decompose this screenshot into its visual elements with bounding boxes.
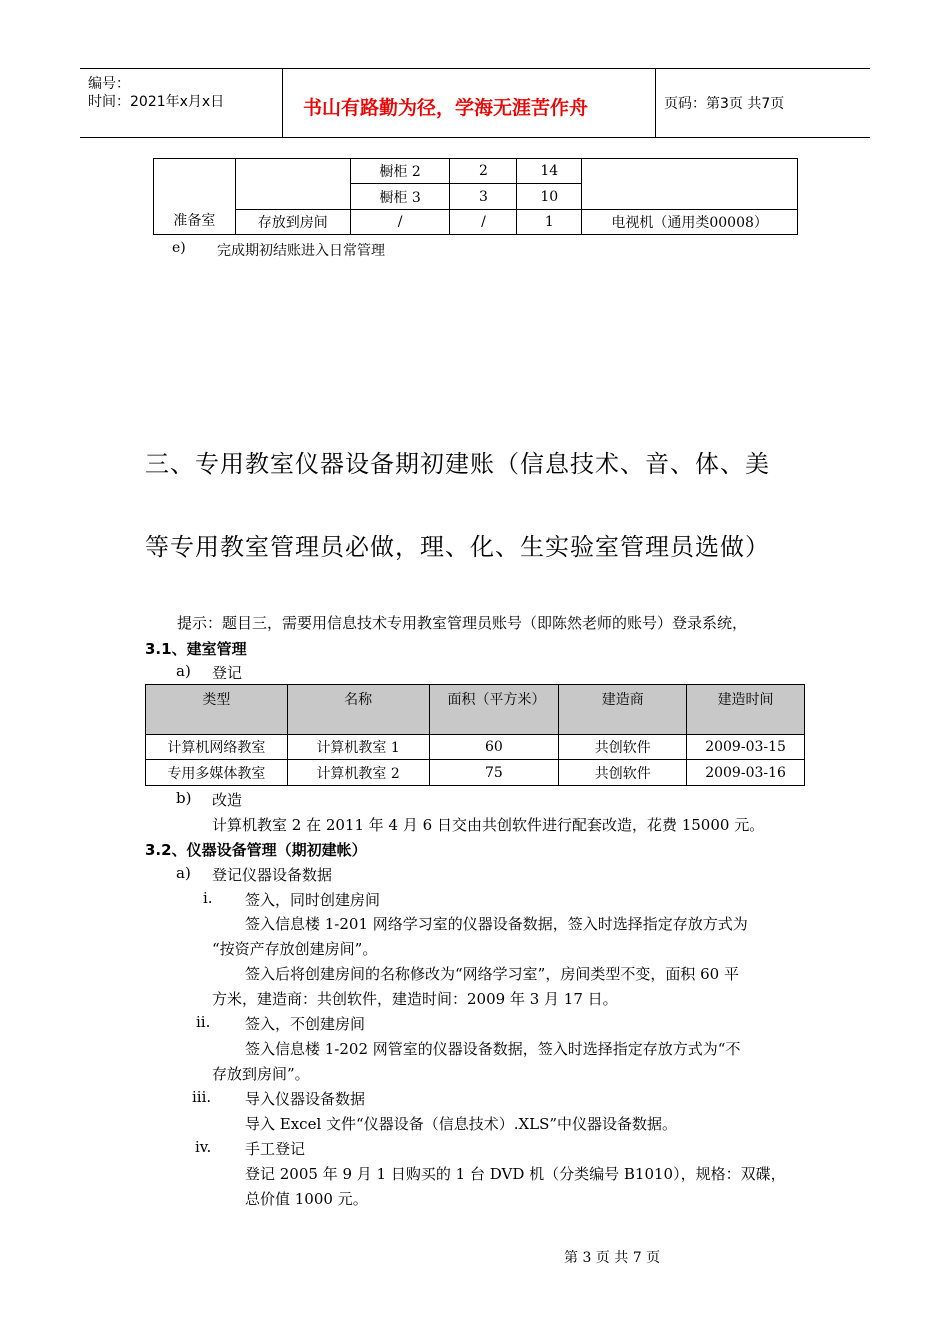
- table-cell: 共创软件: [559, 735, 687, 760]
- table-cell: /: [350, 210, 450, 235]
- item-i-line: 方米，建造商：共创软件，建造时间：2009 年 3 月 17 日。: [212, 990, 618, 1008]
- room-cell: 准备室: [154, 159, 236, 235]
- item-iii-line: 导入 Excel 文件“仪器设备（信息技术）.XLS”中仪器设备数据。: [245, 1115, 678, 1133]
- table-header: 建造商: [559, 685, 687, 735]
- table-header: 类型: [146, 685, 288, 735]
- page-footer: 第 3 页 共 7 页: [564, 1250, 661, 1266]
- s32-title: 3.2、仪器设备管理（期初建帐）: [145, 841, 367, 859]
- s32-a-marker: a): [176, 864, 191, 882]
- item-iv-title: 手工登记: [245, 1140, 306, 1158]
- room-table: [145, 684, 805, 786]
- item-i-title: 签入，同时创建房间: [245, 891, 381, 909]
- item-e-marker: e): [172, 240, 186, 256]
- item-i-line: “按资产存放创建房间”。: [212, 940, 378, 958]
- table-row: [146, 735, 805, 760]
- table-header: 名称: [287, 685, 429, 735]
- table-cell: 橱柜 3: [350, 184, 450, 210]
- time-label: 时间：2021年x月x日: [88, 94, 225, 110]
- s31-title: 3.1、建室管理: [145, 640, 247, 658]
- table-header: 建造时间: [687, 685, 805, 735]
- item-ii-line: 存放到房间”。: [212, 1065, 310, 1083]
- table-cell: /: [450, 210, 517, 235]
- table-header: 面积（平方米）: [429, 685, 559, 735]
- table-cell: 共创软件: [559, 760, 687, 786]
- item-iv-line: 登记 2005 年 9 月 1 日购买的 1 台 DVD 机（分类编号 B1010），规格：双碟，: [245, 1165, 786, 1183]
- table-cell: 75: [429, 760, 559, 786]
- motto: 书山有路勤为径，学海无涯苦作舟: [303, 97, 589, 119]
- table-cell: 橱柜 2: [350, 159, 450, 184]
- item-iv-line: 总价值 1000 元。: [245, 1190, 368, 1208]
- table-cell: 电视机（通用类00008）: [582, 210, 798, 235]
- s31-b-marker: b): [176, 789, 192, 807]
- page-header: [80, 68, 870, 138]
- table-cell: 1: [517, 210, 582, 235]
- page-info: 页码：第3页 共7页: [664, 96, 785, 112]
- table-cell: 10: [517, 184, 582, 210]
- item-i-line: 签入后将创建房间的名称修改为“网络学习室”，房间类型不变，面积 60 平: [245, 965, 739, 983]
- s31-a-text: 登记: [212, 664, 243, 682]
- item-iii-marker: iii.: [192, 1088, 212, 1106]
- item-e-text: 完成期初结账进入日常管理: [217, 243, 385, 259]
- s31-b-detail: 计算机教室 2 在 2011 年 4 月 6 日交由共创软件进行配套改造，花费 15000 元。: [212, 816, 765, 834]
- table-cell: 2: [450, 159, 517, 184]
- table-cell: [582, 159, 798, 210]
- table-cell: 60: [429, 735, 559, 760]
- table-row: [146, 760, 805, 786]
- item-ii-title: 签入，不创建房间: [245, 1015, 366, 1033]
- item-ii-line: 签入信息楼 1-202 网管室的仪器设备数据，签入时选择指定存放方式为“不: [245, 1040, 741, 1058]
- item-i-line: 签入信息楼 1-201 网络学习室的仪器设备数据，签入时选择指定存放方式为: [245, 915, 748, 933]
- s31-b-text: 改造: [212, 791, 243, 809]
- item-iii-title: 导入仪器设备数据: [245, 1090, 366, 1108]
- table-cell: 计算机教室 1: [287, 735, 429, 760]
- s31-a-marker: a): [176, 662, 191, 680]
- hint-text: 提示：题目三，需要用信息技术专用教室管理员账号（即陈然老师的账号）登录系统，: [177, 614, 748, 632]
- table-cell: 存放到房间: [235, 210, 350, 235]
- number-label: 编号：: [88, 76, 130, 92]
- table-cell: 3: [450, 184, 517, 210]
- table-cell: 计算机网络教室: [146, 735, 288, 760]
- item-ii-marker: ii.: [196, 1013, 211, 1031]
- header-page-cell: [656, 69, 870, 137]
- table-cell: 计算机教室 2: [287, 760, 429, 786]
- section-title-line1: 三、专用教室仪器设备期初建账（信息技术、音、体、美: [145, 450, 770, 478]
- header-motto-cell: [283, 69, 656, 137]
- s32-a-text: 登记仪器设备数据: [212, 866, 333, 884]
- table-cell: 专用多媒体教室: [146, 760, 288, 786]
- storage-table: [153, 158, 798, 235]
- section-title-line2: 等专用教室管理员必做，理、化、生实验室管理员选做）: [145, 533, 770, 561]
- item-i-marker: i.: [203, 889, 213, 907]
- table-cell: [235, 159, 350, 210]
- item-iv-marker: iv.: [195, 1138, 212, 1156]
- table-cell: 2009-03-16: [687, 760, 805, 786]
- table-cell: 14: [517, 159, 582, 184]
- table-cell: 2009-03-15: [687, 735, 805, 760]
- header-meta-cell: [80, 69, 283, 137]
